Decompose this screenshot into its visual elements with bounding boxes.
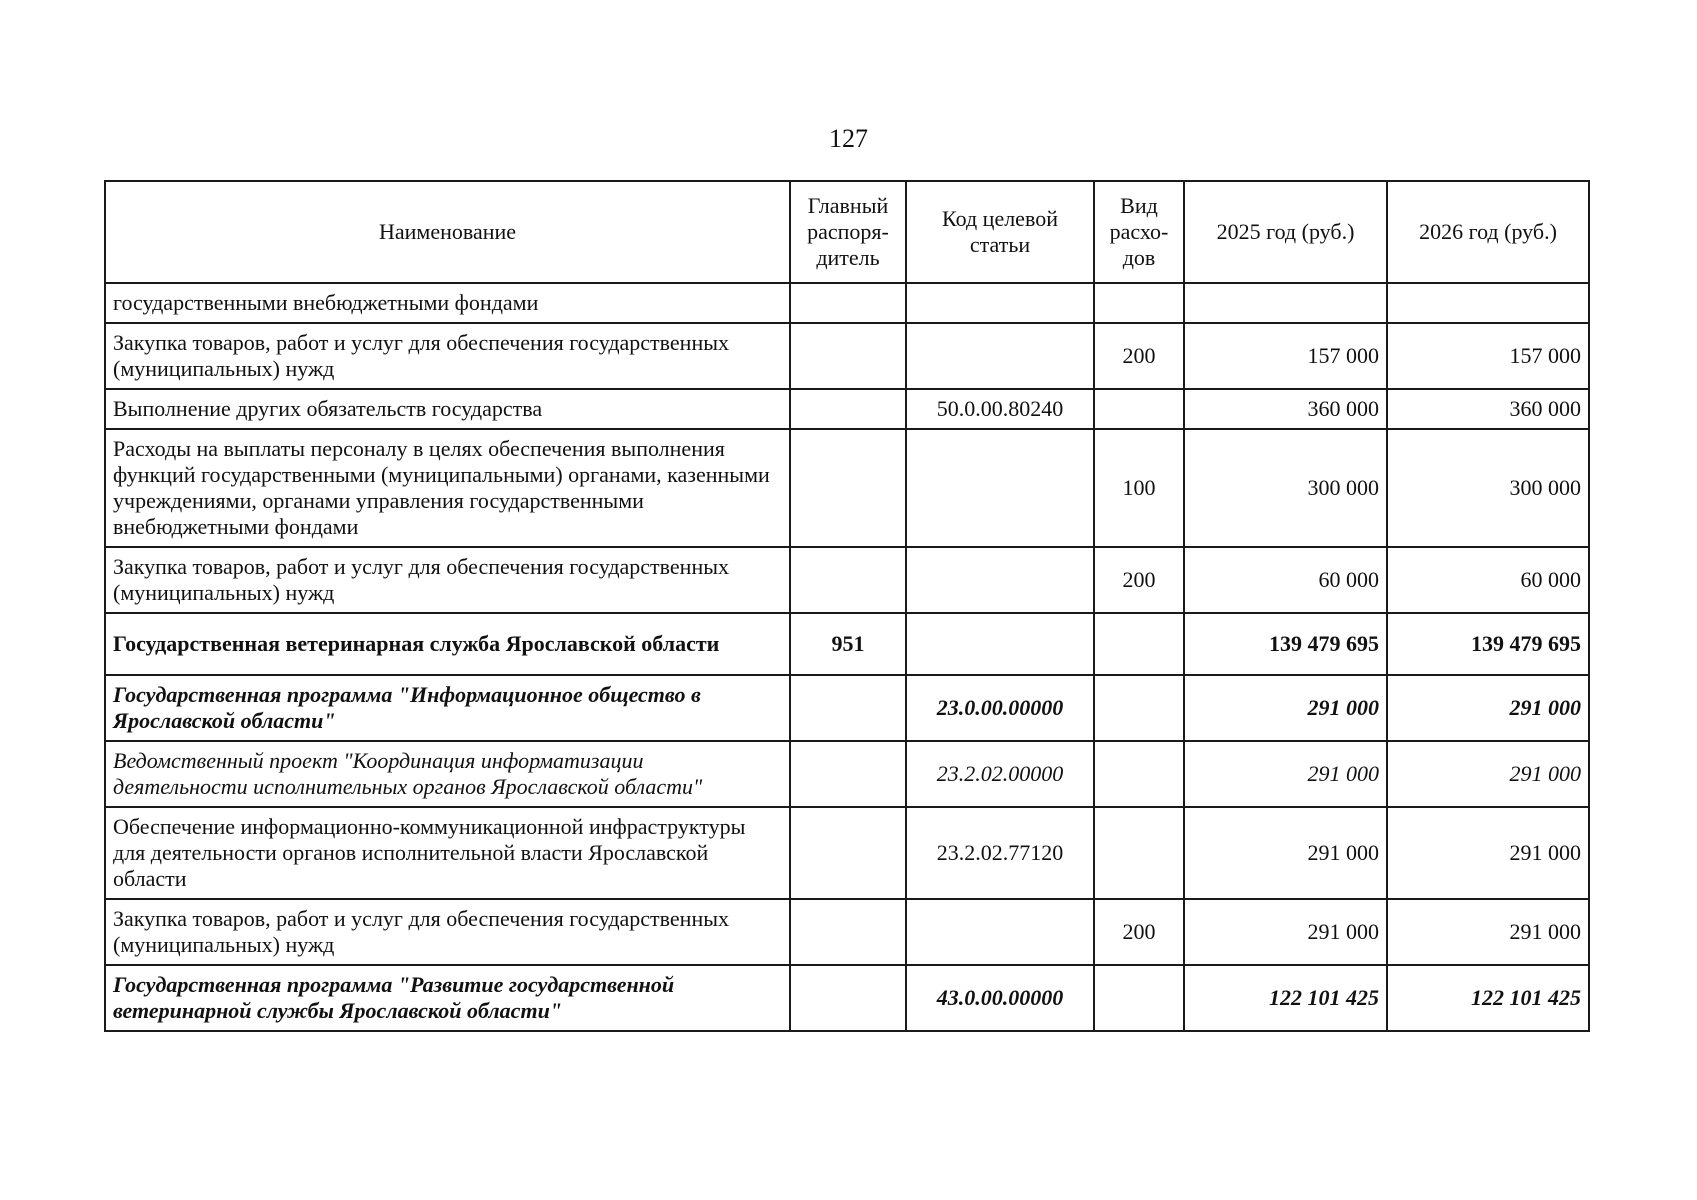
cell-name: Закупка товаров, работ и услуг для обеспечения государственных (муниципальных) нужд bbox=[105, 547, 790, 613]
cell-year-2026: 122 101 425 bbox=[1387, 965, 1589, 1031]
cell-year-2026: 300 000 bbox=[1387, 429, 1589, 547]
cell-year-2025: 139 479 695 bbox=[1184, 613, 1387, 675]
cell-name: Обеспечение информационно-коммуникационной инфраструктуры для деятельности органов исполнительной власти Ярославской области bbox=[105, 807, 790, 899]
cell-main-manager: 951 bbox=[790, 613, 906, 675]
cell-target-code bbox=[906, 323, 1094, 389]
cell-main-manager bbox=[790, 547, 906, 613]
table-row bbox=[105, 613, 1589, 675]
cell-main-manager bbox=[790, 965, 906, 1031]
cell-main-manager bbox=[790, 429, 906, 547]
cell-year-2025: 291 000 bbox=[1184, 741, 1387, 807]
cell-target-code bbox=[906, 547, 1094, 613]
cell-year-2026: 291 000 bbox=[1387, 807, 1589, 899]
cell-year-2025: 300 000 bbox=[1184, 429, 1387, 547]
cell-target-code: 43.0.00.00000 bbox=[906, 965, 1094, 1031]
cell-name: Государственная программа "Информационное общество в Ярославской области" bbox=[105, 675, 790, 741]
cell-expense-type bbox=[1094, 613, 1184, 675]
table-row bbox=[105, 389, 1589, 429]
cell-year-2025: 122 101 425 bbox=[1184, 965, 1387, 1031]
table-row bbox=[105, 547, 1589, 613]
cell-name: Выполнение других обязательств государства bbox=[105, 389, 790, 429]
cell-target-code bbox=[906, 283, 1094, 323]
table-header bbox=[105, 181, 1589, 283]
header-target-code: Код целевой статьи bbox=[906, 181, 1094, 283]
cell-name: Расходы на выплаты персоналу в целях обеспечения выполнения функций государственными (муниципальными) органами, казенными учреждениями, органами управления государственными внебюджетными фондами bbox=[105, 429, 790, 547]
table-row bbox=[105, 965, 1589, 1031]
cell-year-2025 bbox=[1184, 283, 1387, 323]
cell-main-manager bbox=[790, 323, 906, 389]
cell-expense-type bbox=[1094, 675, 1184, 741]
cell-year-2025: 360 000 bbox=[1184, 389, 1387, 429]
cell-target-code: 50.0.00.80240 bbox=[906, 389, 1094, 429]
cell-year-2025: 291 000 bbox=[1184, 899, 1387, 965]
cell-name: Закупка товаров, работ и услуг для обеспечения государственных (муниципальных) нужд bbox=[105, 899, 790, 965]
cell-target-code bbox=[906, 429, 1094, 547]
cell-year-2026 bbox=[1387, 283, 1589, 323]
cell-target-code: 23.2.02.00000 bbox=[906, 741, 1094, 807]
cell-target-code: 23.2.02.77120 bbox=[906, 807, 1094, 899]
table-body bbox=[105, 283, 1589, 1031]
cell-target-code: 23.0.00.00000 bbox=[906, 675, 1094, 741]
cell-name: Государственная программа "Развитие государственной ветеринарной службы Ярославской области" bbox=[105, 965, 790, 1031]
cell-year-2026: 139 479 695 bbox=[1387, 613, 1589, 675]
cell-year-2026: 291 000 bbox=[1387, 675, 1589, 741]
cell-expense-type: 100 bbox=[1094, 429, 1184, 547]
cell-year-2026: 291 000 bbox=[1387, 741, 1589, 807]
cell-expense-type bbox=[1094, 283, 1184, 323]
cell-year-2026: 360 000 bbox=[1387, 389, 1589, 429]
header-year-2025: 2025 год (руб.) bbox=[1184, 181, 1387, 283]
page-number: 127 bbox=[829, 124, 868, 153]
cell-expense-type: 200 bbox=[1094, 547, 1184, 613]
header-main-manager: Главный распоря-дитель bbox=[790, 181, 906, 283]
budget-table bbox=[104, 180, 1590, 1032]
cell-main-manager bbox=[790, 899, 906, 965]
cell-expense-type bbox=[1094, 965, 1184, 1031]
cell-expense-type bbox=[1094, 807, 1184, 899]
cell-year-2025: 157 000 bbox=[1184, 323, 1387, 389]
cell-year-2025: 60 000 bbox=[1184, 547, 1387, 613]
cell-year-2026: 60 000 bbox=[1387, 547, 1589, 613]
cell-main-manager bbox=[790, 389, 906, 429]
cell-year-2025: 291 000 bbox=[1184, 675, 1387, 741]
cell-name: Государственная ветеринарная служба Ярославской области bbox=[105, 613, 790, 675]
cell-main-manager bbox=[790, 741, 906, 807]
cell-year-2025: 291 000 bbox=[1184, 807, 1387, 899]
cell-target-code bbox=[906, 613, 1094, 675]
cell-expense-type bbox=[1094, 389, 1184, 429]
cell-expense-type: 200 bbox=[1094, 323, 1184, 389]
cell-main-manager bbox=[790, 283, 906, 323]
cell-main-manager bbox=[790, 807, 906, 899]
cell-name: Ведомственный проект "Координация информатизации деятельности исполнительных органов Ярославской области" bbox=[105, 741, 790, 807]
cell-expense-type bbox=[1094, 741, 1184, 807]
cell-year-2026: 157 000 bbox=[1387, 323, 1589, 389]
cell-target-code bbox=[906, 899, 1094, 965]
table-row bbox=[105, 429, 1589, 547]
table-row bbox=[105, 807, 1589, 899]
header-name: Наименование bbox=[105, 181, 790, 283]
cell-year-2026: 291 000 bbox=[1387, 899, 1589, 965]
cell-main-manager bbox=[790, 675, 906, 741]
header-expense-type: Вид расхо-дов bbox=[1094, 181, 1184, 283]
header-year-2026: 2026 год (руб.) bbox=[1387, 181, 1589, 283]
table-row bbox=[105, 283, 1589, 323]
table-row bbox=[105, 741, 1589, 807]
table-row bbox=[105, 323, 1589, 389]
header-row bbox=[105, 181, 1589, 283]
table-row bbox=[105, 675, 1589, 741]
cell-expense-type: 200 bbox=[1094, 899, 1184, 965]
cell-name: Закупка товаров, работ и услуг для обеспечения государственных (муниципальных) нужд bbox=[105, 323, 790, 389]
table-row bbox=[105, 899, 1589, 965]
cell-name: государственными внебюджетными фондами bbox=[105, 283, 790, 323]
